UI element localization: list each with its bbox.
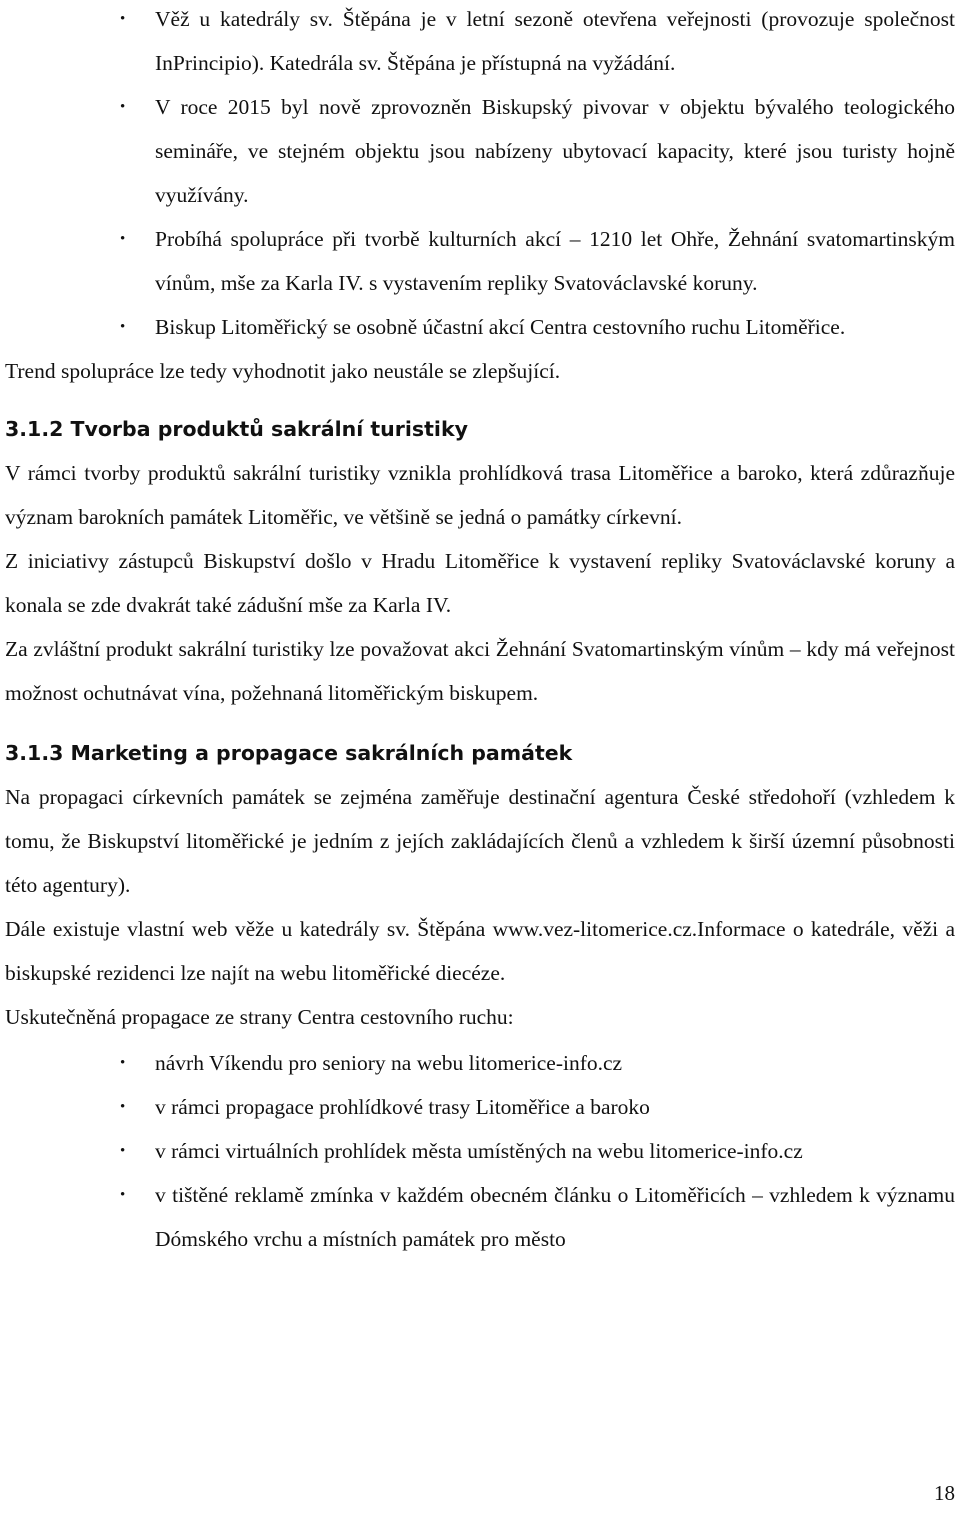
list-item-text: Věž u katedrály sv. Štěpána je v letní sezoně otevřena veřejnosti (provozuje společnost InPrincipio). Katedrála sv. Štěpána je přístupná na vyžádání. [155,7,955,75]
paragraph: Na propagaci církevních památek se zejména zaměřuje destinační agentura České středohoří (vzhledem k tomu, že Biskupství litoměřické je jedním z jejích zakládajících členů a vzhledem k širší územní působnosti této agentury). [5,785,955,897]
list-item [120,217,955,305]
list-item-text: Biskup Litoměřický se osobně účastní akcí Centra cestovního ruchu Litoměřice. [155,315,846,339]
list-item [120,1129,955,1173]
paragraph: Uskutečněná propagace ze strany Centra cestovního ruchu: [5,1005,514,1029]
bullet-list-cooperation [5,0,955,349]
list-item [120,1085,955,1129]
page-content [5,0,955,1261]
bullet-icon: • [120,99,126,115]
section-heading-3-1-3: 3.1.3 Marketing a propagace sakrálních památek [5,741,573,765]
trend-paragraph: Trend spolupráce lze tedy vyhodnotit jako neustále se zlepšující. [5,359,561,383]
list-item-text: v rámci virtuálních prohlídek města umístěných na webu litomerice-info.cz [155,1139,803,1163]
list-item-text: v rámci propagace prohlídkové trasy Litoměřice a baroko [155,1095,650,1119]
section-heading-3-1-2: 3.1.2 Tvorba produktů sakrální turistiky [5,417,468,441]
list-item [120,85,955,217]
list-item-text: návrh Víkendu pro seniory na webu litomerice-info.cz [155,1051,623,1075]
paragraph: V rámci tvorby produktů sakrální turistiky vznikla prohlídková trasa Litoměřice a baroko, která zdůrazňuje význam barokních památek Litoměřic, ve většině se jedná o památky církevní. [5,461,955,529]
bullet-icon: • [120,319,126,335]
page-number: 18 [934,1481,955,1505]
paragraph: Dále existuje vlastní web věže u katedrály sv. Štěpána www.vez-litomerice.cz.Informace o katedrále, věži a biskupské rezidenci lze najít na webu litoměřické diecéze. [5,917,955,985]
list-item [120,305,955,349]
bullet-icon: • [120,1187,126,1203]
bullet-icon: • [120,11,126,27]
list-item-text: Probíhá spolupráce při tvorbě kulturních akcí – 1210 let Ohře, Žehnání svatomartinským vínům, mše za Karla IV. s vystavením repliky Svatováclavské koruny. [155,227,955,295]
list-item [120,0,955,85]
bullet-icon: • [120,231,126,247]
bullet-list-propagation [5,1041,955,1261]
list-item [120,1173,955,1261]
list-item-text: v tištěné reklamě zmínka v každém obecném článku o Litoměřicích – vzhledem k významu Dómského vrchu a místních památek pro město [155,1183,955,1251]
list-item-text: V roce 2015 byl nově zprovozněn Biskupský pivovar v objektu bývalého teologického semináře, ve stejném objektu jsou nabízeny ubytovací kapacity, které jsou turisty hojně využívány. [155,95,955,207]
bullet-icon: • [120,1143,126,1159]
list-item [120,1041,955,1085]
paragraph: Z iniciativy zástupců Biskupství došlo v Hradu Litoměřice k vystavení repliky Svatováclavské koruny a konala se zde dvakrát také zádušní mše za Karla IV. [5,549,955,617]
bullet-icon: • [120,1055,126,1071]
paragraph: Za zvláštní produkt sakrální turistiky lze považovat akci Žehnání Svatomartinským vínům – kdy má veřejnost možnost ochutnávat vína, požehnaná litoměřickým biskupem. [5,637,955,705]
bullet-icon: • [120,1099,126,1115]
